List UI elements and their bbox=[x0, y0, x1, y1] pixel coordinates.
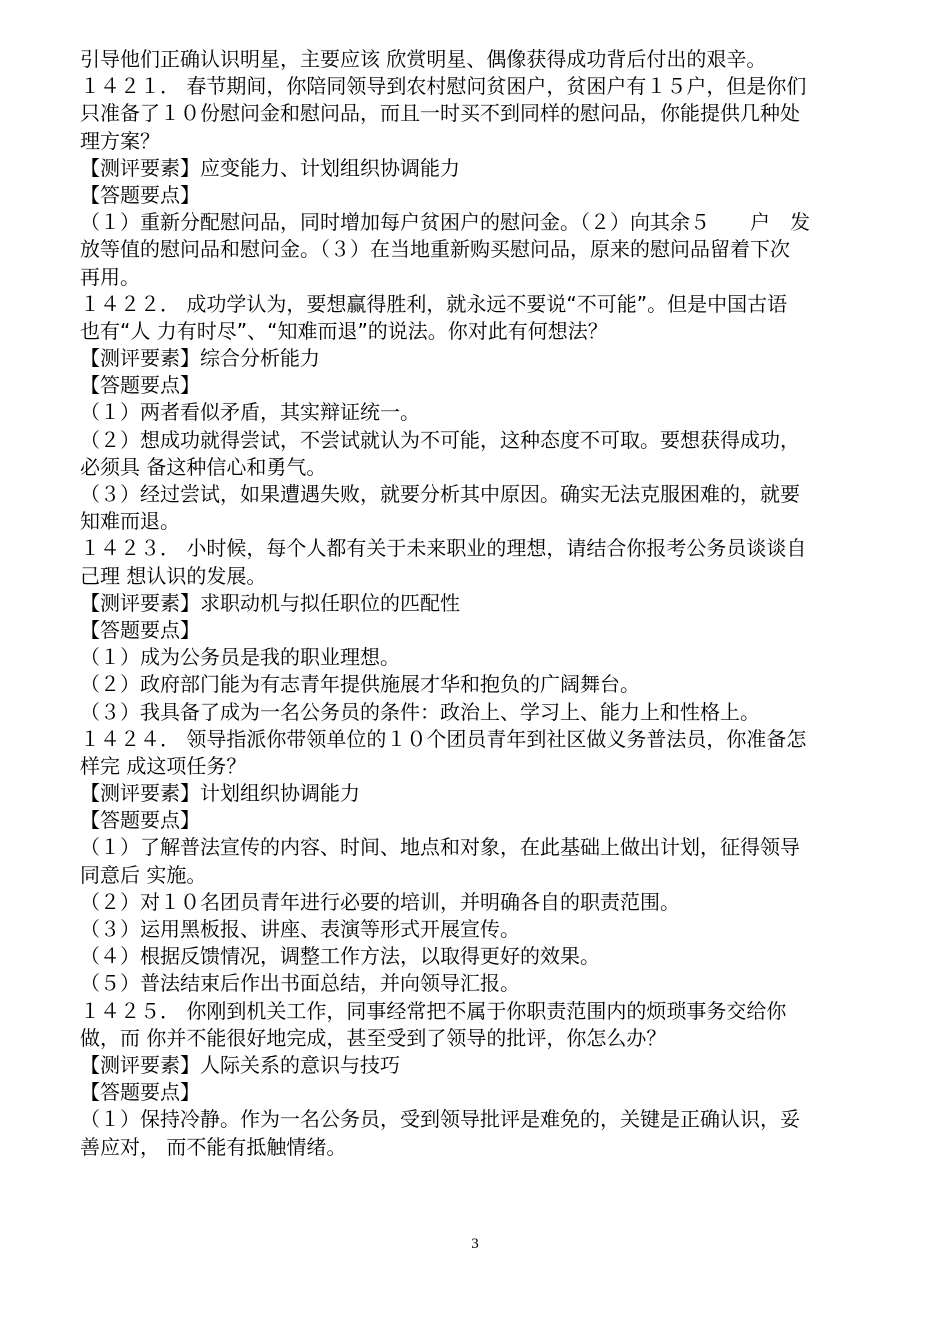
answer-line: （３）运用黑板报、讲座、表演等形式开展宣传。 bbox=[80, 917, 520, 941]
question-1424-line: １４２４． 领导指派你带领单位的１０个团员青年到社区做义务普法员，你准备怎 bbox=[80, 726, 807, 751]
answer-points-heading: 【答题要点】 bbox=[80, 373, 200, 398]
evaluation-heading: 【测评要素】应变能力、计划组织协调能力 bbox=[80, 155, 460, 180]
text-line: 己理 想认识的发展。 bbox=[80, 563, 267, 588]
text-line: 样完 成这项任务？ bbox=[80, 753, 247, 778]
text-line: 只准备了１０份慰问金和慰问品，而且一时买不到同样的慰问品，你能提供几种处 bbox=[80, 101, 800, 126]
answer-line: 知难而退。 bbox=[80, 509, 180, 534]
text-line: 做，而 你并不能很好地完成，甚至受到了领导的批评，你怎么办？ bbox=[80, 1025, 667, 1050]
question-1423-line: １４２３． 小时候，每个人都有关于未来职业的理想，请结合你报考公务员谈谈自 bbox=[80, 536, 807, 561]
answer-line: （３）经过尝试，如果遭遇失败，就要分析其中原因。确实无法克服困难的，就要 bbox=[80, 482, 800, 506]
answer-line: （２）政府部门能为有志青年提供施展才华和抱负的广阔舞台。 bbox=[80, 672, 640, 697]
question-1422-line: １４２２． 成功学认为，要想赢得胜利，就永远不要说“不可能”。但是中国古语 bbox=[80, 291, 788, 316]
answer-line: 同意后 实施。 bbox=[80, 862, 207, 887]
answer-line: （２）想成功就得尝试，不尝试就认为不可能，这种态度不可取。要想获得成功， bbox=[80, 427, 800, 452]
answer-line: 必须具 备这种信心和勇气。 bbox=[80, 454, 327, 479]
document-body bbox=[80, 46, 873, 1161]
answer-line: （１）保持冷静。作为一名公务员，受到领导批评是难免的，关键是正确认识，妥 bbox=[80, 1107, 800, 1132]
text-line: 理方案？ bbox=[80, 128, 160, 153]
answer-line: 再用。 bbox=[80, 264, 140, 289]
evaluation-heading: 【测评要素】人际关系的意识与技巧 bbox=[80, 1052, 400, 1077]
evaluation-heading: 【测评要素】综合分析能力 bbox=[80, 346, 320, 371]
answer-points-heading: 【答题要点】 bbox=[80, 182, 200, 207]
answer-points-heading: 【答题要点】 bbox=[80, 808, 200, 833]
answer-line: （４）根据反馈情况，调整工作方法，以取得更好的效果。 bbox=[80, 944, 600, 969]
answer-points-heading: 【答题要点】 bbox=[80, 617, 200, 642]
answer-line: 善应对， 而不能有抵触情绪。 bbox=[80, 1134, 347, 1159]
answer-line: （１）成为公务员是我的职业理想。 bbox=[80, 645, 400, 670]
question-1425-line: １４２５． 你刚到机关工作，同事经常把不属于你职责范围内的烦琐事务交给你 bbox=[80, 998, 787, 1023]
answer-line: （１）两者看似矛盾，其实辩证统一。 bbox=[80, 400, 420, 425]
answer-line: 放等值的慰问品和慰问金。（３）在当地重新购买慰问品，原来的慰问品留着下次 bbox=[80, 237, 790, 262]
evaluation-heading: 【测评要素】求职动机与拟任职位的匹配性 bbox=[80, 590, 460, 615]
text-line: 也有“人 力有时尽”、“知难而退”的说法。你对此有何想法？ bbox=[80, 318, 608, 343]
answer-line: （２）对１０名团员青年进行必要的培训，并明确各自的职责范围。 bbox=[80, 889, 680, 914]
answer-line: （１）了解普法宣传的内容、时间、地点和对象，在此基础上做出计划，征得领导 bbox=[80, 835, 800, 860]
answer-line: （５）普法结束后作出书面总结，并向领导汇报。 bbox=[80, 971, 520, 996]
text-line: 引导他们正确认识明星，主要应该 欣赏明星、偶像获得成功背后付出的艰辛。 bbox=[80, 47, 767, 71]
page-number: 3 bbox=[471, 1236, 479, 1252]
answer-line: （３）我具备了成为一名公务员的条件：政治上、学习上、能力上和性格上。 bbox=[80, 699, 760, 724]
question-1421-line: １４２１． 春节期间，你陪同领导到农村慰问贫困户，贫困户有１５户，但是你们 bbox=[80, 74, 807, 99]
answer-points-heading: 【答题要点】 bbox=[80, 1080, 200, 1105]
answer-line: （１）重新分配慰问品，同时增加每户贫困户的慰问金。（２）向其余５ 户 发 bbox=[80, 210, 810, 235]
evaluation-heading: 【测评要素】计划组织协调能力 bbox=[80, 781, 360, 806]
